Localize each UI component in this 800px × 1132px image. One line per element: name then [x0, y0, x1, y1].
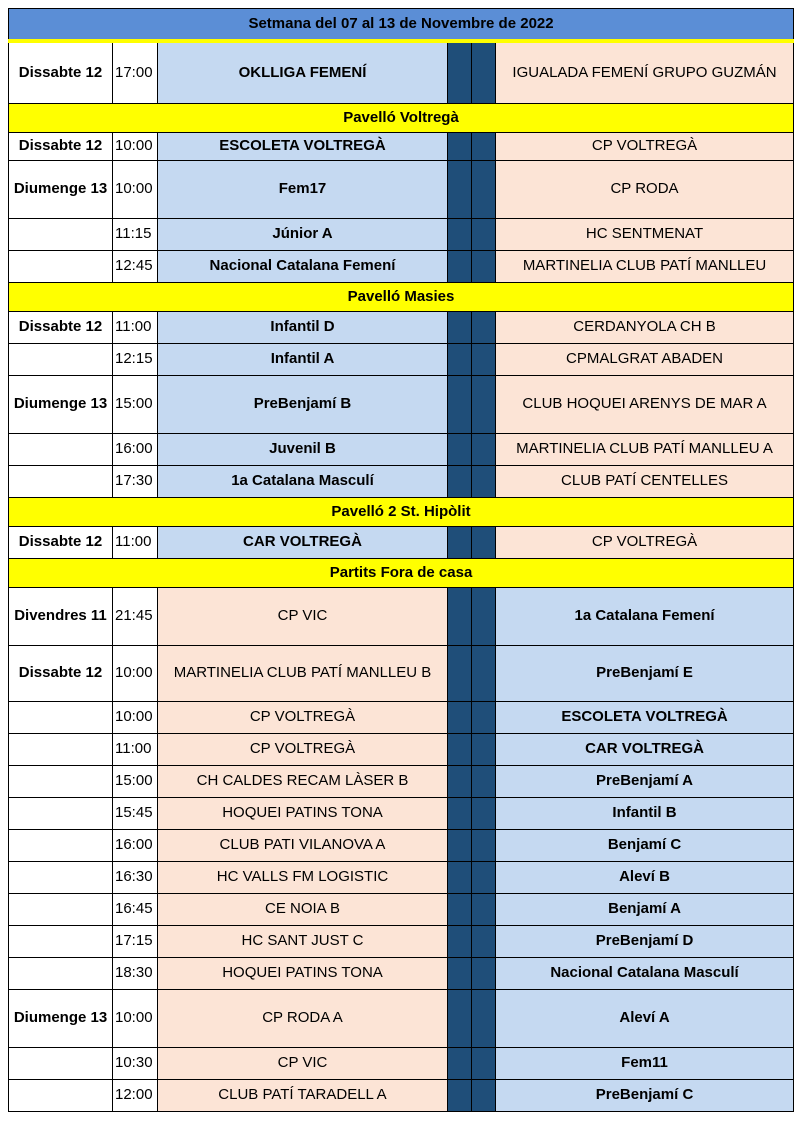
separator-cell: [472, 645, 496, 701]
separator-cell: [472, 218, 496, 250]
left-team-cell: HOQUEI PATINS TONA: [158, 957, 448, 989]
time-cell: 10:00: [113, 160, 158, 218]
separator-cell: [448, 465, 472, 497]
right-team-cell: Aleví A: [496, 989, 794, 1047]
separator-cell: [472, 829, 496, 861]
right-team-cell: HC SENTMENAT: [496, 218, 794, 250]
match-row: [9, 645, 794, 701]
day-cell: [9, 433, 113, 465]
time-cell: 16:00: [113, 433, 158, 465]
match-row: [9, 41, 794, 103]
right-team-cell: MARTINELIA CLUB PATÍ MANLLEU A: [496, 433, 794, 465]
match-row: [9, 829, 794, 861]
left-team-cell: 1a Catalana Masculí: [158, 465, 448, 497]
match-row: [9, 375, 794, 433]
separator-cell: [472, 861, 496, 893]
separator-cell: [448, 797, 472, 829]
day-cell: Dissabte 12: [9, 645, 113, 701]
separator-cell: [448, 1079, 472, 1111]
time-cell: 10:00: [113, 132, 158, 160]
right-team-cell: 1a Catalana Femení: [496, 587, 794, 645]
separator-cell: [472, 465, 496, 497]
match-row: [9, 701, 794, 733]
day-cell: [9, 465, 113, 497]
day-cell: Dissabte 12: [9, 526, 113, 558]
right-team-cell: PreBenjamí C: [496, 1079, 794, 1111]
separator-cell: [472, 733, 496, 765]
left-team-cell: CP VIC: [158, 1047, 448, 1079]
time-cell: 15:00: [113, 765, 158, 797]
day-cell: [9, 797, 113, 829]
separator-cell: [472, 587, 496, 645]
day-cell: [9, 1079, 113, 1111]
section-title: Pavelló Masies: [9, 282, 794, 311]
right-team-cell: PreBenjamí D: [496, 925, 794, 957]
right-team-cell: Nacional Catalana Masculí: [496, 957, 794, 989]
day-cell: Dissabte 12: [9, 311, 113, 343]
match-row: [9, 526, 794, 558]
separator-cell: [472, 1079, 496, 1111]
day-cell: [9, 733, 113, 765]
day-cell: [9, 893, 113, 925]
separator-cell: [472, 893, 496, 925]
match-row: [9, 989, 794, 1047]
right-team-cell: PreBenjamí E: [496, 645, 794, 701]
day-cell: [9, 957, 113, 989]
match-row: [9, 433, 794, 465]
time-cell: 18:30: [113, 957, 158, 989]
separator-cell: [448, 765, 472, 797]
time-cell: 10:00: [113, 645, 158, 701]
left-team-cell: Júnior A: [158, 218, 448, 250]
time-cell: 16:00: [113, 829, 158, 861]
right-team-cell: CLUB HOQUEI ARENYS DE MAR A: [496, 375, 794, 433]
right-team-cell: IGUALADA FEMENÍ GRUPO GUZMÁN: [496, 41, 794, 103]
time-cell: 21:45: [113, 587, 158, 645]
right-team-cell: Benjamí A: [496, 893, 794, 925]
day-cell: [9, 250, 113, 282]
time-cell: 11:00: [113, 311, 158, 343]
match-row: [9, 925, 794, 957]
match-row: [9, 957, 794, 989]
separator-cell: [472, 1047, 496, 1079]
separator-cell: [448, 957, 472, 989]
left-team-cell: Infantil D: [158, 311, 448, 343]
left-team-cell: CAR VOLTREGÀ: [158, 526, 448, 558]
left-team-cell: CLUB PATÍ TARADELL A: [158, 1079, 448, 1111]
time-cell: 15:00: [113, 375, 158, 433]
match-row: [9, 250, 794, 282]
separator-cell: [472, 375, 496, 433]
right-team-cell: Aleví B: [496, 861, 794, 893]
right-team-cell: CP RODA: [496, 160, 794, 218]
left-team-cell: PreBenjamí B: [158, 375, 448, 433]
separator-cell: [448, 893, 472, 925]
left-team-cell: HOQUEI PATINS TONA: [158, 797, 448, 829]
right-team-cell: CAR VOLTREGÀ: [496, 733, 794, 765]
section-row: [9, 497, 794, 526]
separator-cell: [472, 250, 496, 282]
left-team-cell: HC SANT JUST C: [158, 925, 448, 957]
right-team-cell: CPMALGRAT ABADEN: [496, 343, 794, 375]
left-team-cell: CH CALDES RECAM LÀSER B: [158, 765, 448, 797]
left-team-cell: HC VALLS FM LOGISTIC: [158, 861, 448, 893]
section-title: Partits Fora de casa: [9, 558, 794, 587]
separator-cell: [472, 132, 496, 160]
time-cell: 11:00: [113, 526, 158, 558]
match-row: [9, 765, 794, 797]
day-cell: Diumenge 13: [9, 375, 113, 433]
time-cell: 16:30: [113, 861, 158, 893]
left-team-cell: Infantil A: [158, 343, 448, 375]
time-cell: 15:45: [113, 797, 158, 829]
right-team-cell: MARTINELIA CLUB PATÍ MANLLEU: [496, 250, 794, 282]
left-team-cell: Nacional Catalana Femení: [158, 250, 448, 282]
left-team-cell: CP RODA A: [158, 989, 448, 1047]
right-team-cell: CERDANYOLA CH B: [496, 311, 794, 343]
match-row: [9, 733, 794, 765]
separator-cell: [448, 733, 472, 765]
separator-cell: [472, 526, 496, 558]
match-row: [9, 1047, 794, 1079]
match-row: [9, 587, 794, 645]
section-title: Pavelló Voltregà: [9, 103, 794, 132]
day-cell: Divendres 11: [9, 587, 113, 645]
right-team-cell: Fem11: [496, 1047, 794, 1079]
match-row: [9, 343, 794, 375]
separator-cell: [472, 701, 496, 733]
time-cell: 11:00: [113, 733, 158, 765]
right-team-cell: Benjamí C: [496, 829, 794, 861]
left-team-cell: CP VOLTREGÀ: [158, 701, 448, 733]
time-cell: 17:00: [113, 41, 158, 103]
separator-cell: [448, 250, 472, 282]
separator-cell: [472, 797, 496, 829]
time-cell: 12:00: [113, 1079, 158, 1111]
left-team-cell: Fem17: [158, 160, 448, 218]
time-cell: 12:15: [113, 343, 158, 375]
time-cell: 17:15: [113, 925, 158, 957]
time-cell: 10:30: [113, 1047, 158, 1079]
separator-cell: [448, 1047, 472, 1079]
right-team-cell: CP VOLTREGÀ: [496, 132, 794, 160]
right-team-cell: PreBenjamí A: [496, 765, 794, 797]
day-cell: Diumenge 13: [9, 160, 113, 218]
separator-cell: [448, 645, 472, 701]
separator-cell: [448, 526, 472, 558]
separator-cell: [448, 701, 472, 733]
match-row: [9, 1079, 794, 1111]
left-team-cell: ESCOLETA VOLTREGÀ: [158, 132, 448, 160]
separator-cell: [448, 829, 472, 861]
separator-cell: [472, 311, 496, 343]
separator-cell: [448, 433, 472, 465]
left-team-cell: CP VIC: [158, 587, 448, 645]
separator-cell: [448, 132, 472, 160]
left-team-cell: CLUB PATI VILANOVA A: [158, 829, 448, 861]
separator-cell: [472, 343, 496, 375]
left-team-cell: OKLLIGA FEMENÍ: [158, 41, 448, 103]
time-cell: 11:15: [113, 218, 158, 250]
separator-cell: [448, 343, 472, 375]
separator-cell: [448, 587, 472, 645]
right-team-cell: ESCOLETA VOLTREGÀ: [496, 701, 794, 733]
day-cell: [9, 218, 113, 250]
header-row: [9, 9, 794, 42]
schedule-table: [8, 8, 794, 1112]
section-row: [9, 103, 794, 132]
separator-cell: [472, 160, 496, 218]
match-row: [9, 465, 794, 497]
day-cell: Dissabte 12: [9, 41, 113, 103]
left-team-cell: CE NOIA B: [158, 893, 448, 925]
schedule-body: [9, 9, 794, 1112]
separator-cell: [448, 989, 472, 1047]
match-row: [9, 218, 794, 250]
separator-cell: [472, 925, 496, 957]
separator-cell: [448, 925, 472, 957]
separator-cell: [448, 375, 472, 433]
separator-cell: [448, 218, 472, 250]
right-team-cell: CP VOLTREGÀ: [496, 526, 794, 558]
left-team-cell: CP VOLTREGÀ: [158, 733, 448, 765]
separator-cell: [472, 765, 496, 797]
section-title: Pavelló 2 St. Hipòlit: [9, 497, 794, 526]
day-cell: Diumenge 13: [9, 989, 113, 1047]
left-team-cell: Juvenil B: [158, 433, 448, 465]
right-team-cell: Infantil B: [496, 797, 794, 829]
time-cell: 10:00: [113, 989, 158, 1047]
page-title: Setmana del 07 al 13 de Novembre de 2022: [9, 9, 794, 42]
separator-cell: [472, 433, 496, 465]
separator-cell: [448, 41, 472, 103]
right-team-cell: CLUB PATÍ CENTELLES: [496, 465, 794, 497]
separator-cell: [448, 160, 472, 218]
day-cell: [9, 765, 113, 797]
separator-cell: [472, 41, 496, 103]
time-cell: 17:30: [113, 465, 158, 497]
match-row: [9, 797, 794, 829]
day-cell: [9, 701, 113, 733]
day-cell: [9, 861, 113, 893]
separator-cell: [472, 989, 496, 1047]
separator-cell: [448, 311, 472, 343]
match-row: [9, 861, 794, 893]
match-row: [9, 893, 794, 925]
day-cell: [9, 1047, 113, 1079]
day-cell: Dissabte 12: [9, 132, 113, 160]
section-row: [9, 282, 794, 311]
left-team-cell: MARTINELIA CLUB PATÍ MANLLEU B: [158, 645, 448, 701]
time-cell: 10:00: [113, 701, 158, 733]
day-cell: [9, 829, 113, 861]
day-cell: [9, 343, 113, 375]
match-row: [9, 132, 794, 160]
day-cell: [9, 925, 113, 957]
time-cell: 16:45: [113, 893, 158, 925]
separator-cell: [472, 957, 496, 989]
match-row: [9, 160, 794, 218]
separator-cell: [448, 861, 472, 893]
match-row: [9, 311, 794, 343]
section-row: [9, 558, 794, 587]
time-cell: 12:45: [113, 250, 158, 282]
